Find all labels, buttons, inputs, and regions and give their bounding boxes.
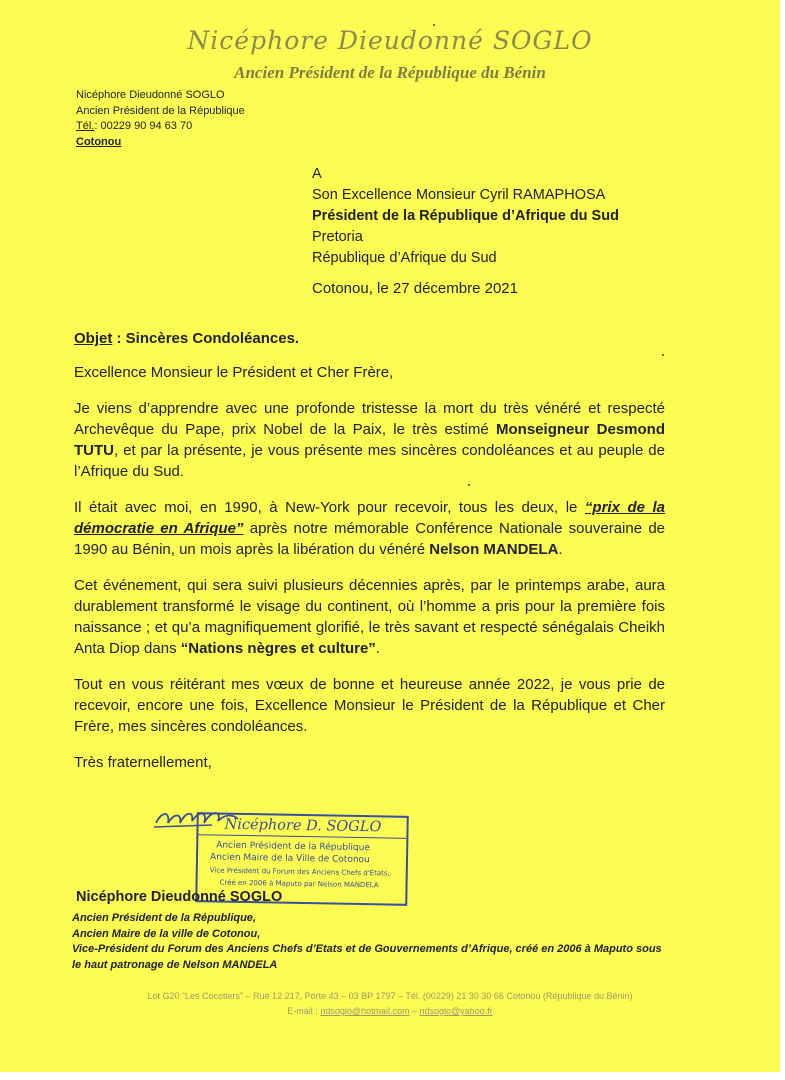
stamp-title: Nicéphore D. SOGLO: [224, 816, 382, 836]
recipient-title: Président de la République d’Afrique du Sud: [312, 208, 619, 224]
paragraph-2: [74, 497, 665, 560]
sender-role: Ancien Président de la République: [76, 104, 245, 117]
stamp-line-3: Vice Président du Forum des Anciens Chefs d'Etats,: [209, 866, 390, 878]
subject-line: [74, 328, 665, 349]
letter-date: Cotonou, le 27 décembre 2021: [312, 280, 518, 297]
footer: [0, 989, 780, 1019]
subject-text: : Sincères Condoléances.: [112, 330, 300, 347]
salutation: Excellence Monsieur le Président et Cher Frère,: [74, 364, 394, 381]
footer-address: Lot G20 “Les Cocotiers” – Rue 12.217, Porte 43 – 03 BP 1797 – Tél. (00229) 21 30 30 66 Cotonou (République du Bénin): [147, 991, 633, 1001]
stamp-line-1: Ancien Président de la République: [216, 840, 371, 854]
signatory-title-1: Ancien Président de la République,: [72, 912, 256, 924]
paragraph-1-text-a: Je viens d’apprendre avec une profonde tristesse la mort du très vénéré et respecté Archevêque du Pape, prix Nobel de la Paix, le très estimé: [74, 400, 665, 438]
sender-name: Nicéphore Dieudonné SOGLO: [76, 89, 225, 101]
signatory-title-3: Vice-Président du Forum des Anciens Chefs d’Etats et de Gouvernements d’Afrique, créé en 2006 à Maputo sous le haut patronage de Nelson MANDELA: [72, 943, 662, 971]
recipient-prefix: A: [312, 166, 322, 182]
paragraph-3-text-c: .: [375, 640, 380, 657]
speck: [468, 484, 470, 486]
stamp-line-4: Créé en 2006 à Maputo par Nelson MANDELA: [219, 878, 379, 890]
footer-email-separator: –: [409, 1006, 420, 1016]
paragraph-2-text-e: .: [558, 541, 563, 558]
sender-phone-value: : 00229 90 94 63 70: [94, 120, 193, 132]
paragraph-1-text-c: , et par la présente, je vous présente mes sincères condoléances et au peuple de l’Afrique du Sud.: [74, 442, 665, 480]
letterhead-subtitle: Ancien Président de la République du Bénin: [234, 63, 546, 82]
recipient-country: République d’Afrique du Sud: [312, 250, 497, 266]
sender-phone-label: Tél.: [76, 120, 95, 132]
letterhead-name: Nicéphore Dieudonné SOGLO: [187, 26, 593, 55]
letter-body: [74, 328, 665, 773]
signatory-name: Nicéphore Dieudonné SOGLO: [76, 889, 283, 905]
paragraph-1: [74, 398, 665, 482]
paragraph-3-book-title: “Nations nègres et culture”: [180, 640, 376, 657]
subject-label: Objet: [74, 330, 113, 347]
sender-phone: [76, 119, 245, 135]
signatory-titles: [72, 911, 672, 973]
sender-city: Cotonou: [76, 135, 122, 148]
paragraph-2-prize: “prix de la démocratie en Afrique”: [74, 499, 666, 537]
paragraph-4: Tout en vous réitérant mes vœux de bonne et heureuse année 2022, je vous prie de recevoir, encore une fois, Excellence Monsieur le Président de la République et Cher Frère, mes sincères condoléances.: [74, 676, 665, 735]
paragraph-2-bold-name: Nelson MANDELA: [429, 541, 559, 558]
signatory-title-2: Ancien Maire de la ville de Cotonou,: [72, 927, 261, 940]
paragraph-1-bold-name: Monseigneur Desmond TUTU: [74, 421, 665, 459]
footer-email: [0, 1004, 780, 1019]
closing: Très fraternellement,: [74, 754, 212, 771]
recipient-name: Son Excellence Monsieur Cyril RAMAPHOSA: [312, 187, 606, 203]
stamp-line-2: Ancien Maire de la Ville de Cotonou: [209, 852, 370, 866]
paragraph-2-text-a: Il était avec moi, en 1990, à New-York pour recevoir, tous les deux, le: [74, 499, 585, 516]
footer-email-label: E-mail :: [287, 1006, 321, 1016]
footer-email-hotmail[interactable]: ndsoglo@hotmail.com: [320, 1006, 410, 1016]
paragraph-2-text-c: après notre mémorable Conférence Nationale souveraine de 1990 au Bénin, un mois après la libération du vénéré: [74, 520, 665, 558]
speck: [433, 24, 435, 26]
paragraph-3-text-a: Cet événement, qui sera suivi plusieurs décennies après, par le printemps arabe, aura durablement transformé le visage du continent, où l’homme a pris pour la première fois naissance ; et qu’a magnifiquement glorifié, le très savant et respecté sénégalais Cheikh Anta Diop dans: [74, 577, 665, 657]
paragraph-3: [74, 575, 665, 659]
recipient-city: Pretoria: [312, 229, 363, 245]
speck: [662, 354, 664, 356]
recipient-block: [312, 164, 619, 269]
footer-email-yahoo[interactable]: ndsoglo@yahoo.fr: [419, 1006, 493, 1016]
sender-block: [76, 88, 245, 150]
